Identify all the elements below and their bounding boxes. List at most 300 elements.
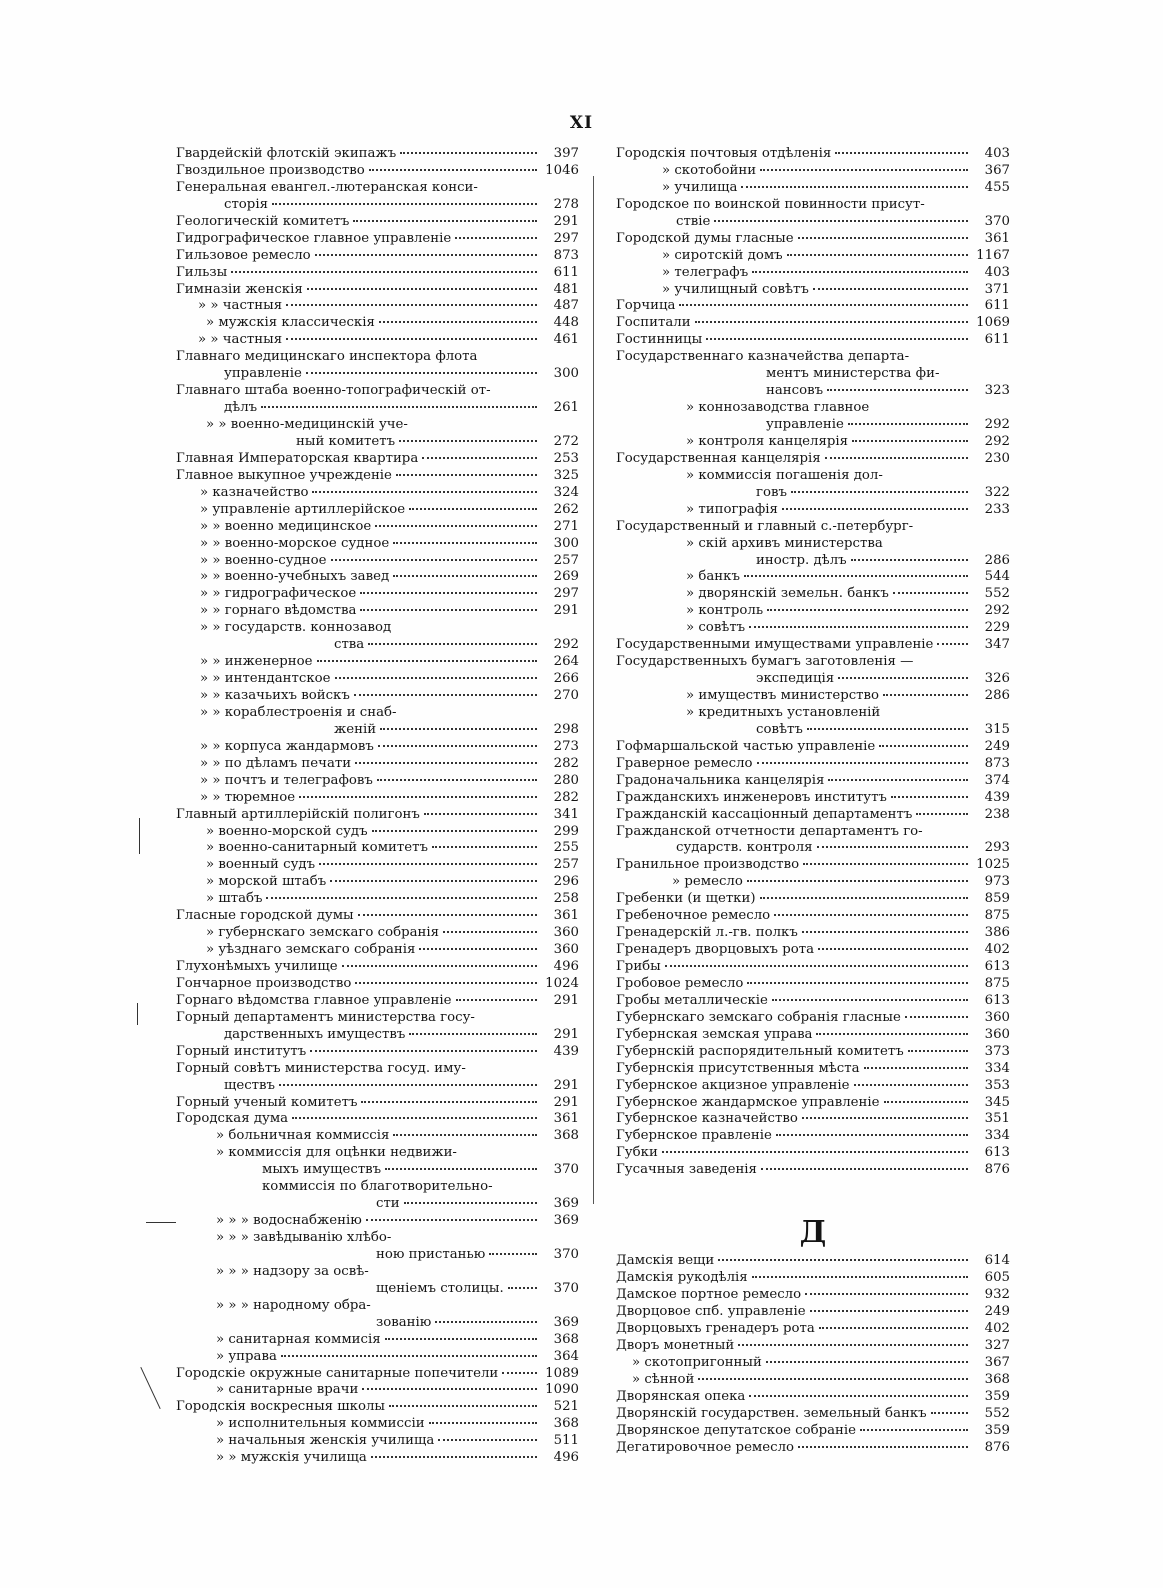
- index-entry: [176, 214, 579, 231]
- index-entry: [176, 434, 579, 451]
- index-entry: [616, 468, 1010, 485]
- page-ref: 876: [984, 1162, 1010, 1178]
- page-ref: 315: [984, 721, 1010, 737]
- page-ref: 402: [984, 1320, 1010, 1336]
- index-entry: [616, 1321, 1010, 1338]
- index-entry: [176, 553, 579, 570]
- index-entry: [176, 654, 579, 671]
- entry-text: Градоначальника канцелярія: [616, 772, 825, 788]
- entry-text: Государственный и главный с.-петербург-: [616, 518, 914, 534]
- index-entry: [176, 1433, 579, 1450]
- entry-text: Главная Императорская квартира: [176, 450, 419, 466]
- leader-dots: [281, 1355, 537, 1357]
- entry-text: Городскія почтовыя отдѣленія: [616, 146, 832, 161]
- entry-text: » коммиссія для оцѣнки недвижи-: [216, 1145, 457, 1161]
- index-entry: [176, 1416, 579, 1433]
- index-entry: [176, 620, 579, 637]
- leader-dots: [306, 372, 537, 374]
- index-entry: [616, 976, 1010, 993]
- entry-text: Городской думы гласные: [616, 230, 794, 246]
- entry-text: Гражданскихъ инженеровъ институтъ: [616, 789, 887, 805]
- index-entry: [616, 824, 1010, 841]
- leader-dots: [738, 1344, 968, 1346]
- index-entry: [616, 1270, 1010, 1287]
- entry-text: Гильзовое ремесло: [176, 247, 311, 263]
- index-entry: [616, 1355, 1010, 1372]
- leader-dots: [389, 1405, 537, 1407]
- entry-text: Гидрографическое главное управленіе: [176, 230, 452, 246]
- index-entry: [176, 891, 579, 908]
- page-ref: 364: [553, 1348, 579, 1364]
- leader-dots: [787, 254, 968, 256]
- entry-text: Глухонѣмыхъ училище: [176, 959, 338, 974]
- index-entry: [176, 1399, 579, 1416]
- index-entry: [616, 383, 1010, 400]
- page-ref: 238: [984, 806, 1010, 822]
- index-entry: [176, 603, 579, 620]
- entry-text: » управа: [216, 1348, 277, 1364]
- page-ref: 347: [984, 637, 1010, 653]
- page-ref: 249: [984, 738, 1010, 754]
- index-entry: [616, 959, 1010, 976]
- page-ref: 351: [984, 1111, 1010, 1127]
- page-ref: 496: [553, 959, 579, 974]
- margin-mark: [146, 1222, 176, 1223]
- page-ref: 292: [553, 637, 579, 653]
- entry-text: » » горнаго вѣдомства: [200, 603, 357, 619]
- entry-text: Гончарное производство: [176, 975, 352, 991]
- page-ref: 360: [984, 1026, 1010, 1042]
- entry-text: коммиссія по благотворительно-: [262, 1179, 493, 1195]
- index-entry: [616, 1304, 1010, 1321]
- entry-text: Госпитали: [616, 315, 691, 331]
- index-entry: [176, 840, 579, 857]
- page-ref: 360: [553, 942, 579, 958]
- entry-text: » начальныя женскія училища: [216, 1433, 435, 1449]
- index-entry: [176, 756, 579, 773]
- index-entry: [176, 315, 579, 332]
- leader-dots: [891, 796, 968, 798]
- page-ref: 448: [553, 315, 579, 331]
- entry-text: » училища: [662, 179, 738, 195]
- page-ref: 439: [984, 789, 1010, 805]
- page-number: XI: [569, 113, 594, 133]
- leader-dots: [312, 491, 537, 493]
- entry-text: нансовъ: [766, 383, 824, 399]
- index-entry: [176, 1128, 579, 1145]
- page-ref: 370: [553, 1162, 579, 1178]
- entry-text: » училищный совѣтъ: [662, 281, 809, 297]
- page-ref: 359: [984, 1422, 1010, 1438]
- leader-dots: [360, 609, 537, 611]
- entry-text: Городская дума: [176, 1111, 289, 1127]
- page-ref: 233: [984, 501, 1010, 517]
- entry-text: говъ: [756, 484, 787, 500]
- entry-text: » военно-морской судъ: [206, 823, 368, 839]
- index-entry: [616, 1287, 1010, 1304]
- leader-dots: [718, 1259, 968, 1261]
- leader-dots: [489, 1253, 537, 1255]
- page-ref: 262: [553, 501, 579, 517]
- index-entry: [176, 671, 579, 688]
- entry-text: Гребенки (и щетки): [616, 891, 756, 907]
- index-entry: [176, 1111, 579, 1128]
- index-entry: [616, 1010, 1010, 1027]
- leader-dots: [292, 1117, 537, 1119]
- entry-text: Губернскій распорядительный комитетъ: [616, 1043, 904, 1059]
- leader-dots: [835, 152, 968, 154]
- index-entry: [176, 1264, 579, 1281]
- index-entry: [176, 536, 579, 553]
- entry-text: » » мужскія училища: [216, 1450, 367, 1466]
- page-ref: 297: [553, 230, 579, 246]
- entry-text: » больничная коммиссія: [216, 1128, 390, 1144]
- page-ref: 611: [984, 298, 1010, 314]
- index-entry: [176, 1179, 579, 1196]
- leader-dots: [355, 762, 537, 764]
- leader-dots: [355, 982, 537, 984]
- leader-dots: [802, 931, 968, 933]
- entry-text: » » гидрографическое: [200, 586, 357, 602]
- leader-dots: [422, 457, 537, 459]
- page-ref: 367: [984, 162, 1010, 178]
- leader-dots: [819, 1327, 968, 1329]
- leader-dots: [379, 321, 537, 323]
- leader-dots: [310, 1050, 537, 1052]
- index-entry: [176, 739, 579, 756]
- page-ref: 293: [984, 840, 1010, 856]
- index-entry: [616, 925, 1010, 942]
- leader-dots: [752, 1276, 968, 1278]
- leader-dots: [695, 321, 968, 323]
- index-entry: [176, 1315, 579, 1332]
- index-entry: [616, 807, 1010, 824]
- leader-dots: [802, 1117, 968, 1119]
- index-entry: [176, 248, 579, 265]
- entry-text: » губернскаго земскаго собранія: [206, 925, 440, 941]
- page-ref: 264: [553, 654, 579, 670]
- leader-dots: [279, 1084, 537, 1086]
- leader-dots: [335, 677, 537, 679]
- page-ref: 266: [553, 671, 579, 687]
- entry-text: Горный ученый комитетъ: [176, 1094, 358, 1110]
- leader-dots: [937, 643, 968, 645]
- page-ref: 371: [984, 281, 1010, 297]
- leader-dots: [679, 304, 968, 306]
- entry-text: Дворянскій государствен. земельный банкъ: [616, 1405, 927, 1421]
- index-entry: [176, 180, 579, 197]
- page-ref: 367: [984, 1354, 1010, 1370]
- leader-dots: [810, 1310, 968, 1312]
- page-ref: 613: [984, 959, 1010, 974]
- entry-text: » скотопригонный: [632, 1354, 762, 1370]
- page-ref: 552: [984, 1405, 1010, 1421]
- leader-dots: [455, 237, 537, 239]
- entry-text: » имуществъ министерство: [686, 688, 880, 703]
- entry-text: Горный институтъ: [176, 1043, 307, 1059]
- entry-text: сти: [376, 1196, 400, 1212]
- index-entry: [176, 1044, 579, 1061]
- leader-dots: [393, 542, 537, 544]
- leader-dots: [828, 779, 968, 781]
- page-ref: 369: [553, 1196, 579, 1212]
- page-ref: 496: [553, 1450, 579, 1466]
- index-entry: [176, 332, 579, 349]
- index-entry: [176, 807, 579, 824]
- page-ref: 439: [553, 1043, 579, 1059]
- index-entry: [176, 569, 579, 586]
- leader-dots: [369, 169, 537, 171]
- leader-dots: [798, 1446, 968, 1448]
- leader-dots: [353, 220, 537, 222]
- leader-dots: [747, 982, 968, 984]
- page-ref: 403: [984, 146, 1010, 161]
- page-ref: 286: [984, 552, 1010, 568]
- entry-text: экспедиція: [756, 671, 835, 687]
- leader-dots: [817, 846, 968, 848]
- leader-dots: [317, 660, 537, 662]
- page-ref: 359: [984, 1388, 1010, 1404]
- index-entry: [176, 637, 579, 654]
- index-entry: [176, 1162, 579, 1179]
- entry-text: дѣлъ: [224, 400, 258, 416]
- leader-dots: [429, 1422, 537, 1424]
- page-ref: 481: [553, 281, 579, 297]
- page-ref: 270: [553, 688, 579, 703]
- index-entry: [616, 163, 1010, 180]
- leader-dots: [916, 813, 968, 815]
- leader-dots: [760, 169, 968, 171]
- entry-text: » санитарная коммисія: [216, 1331, 381, 1347]
- entry-text: Главный артиллерійскій полигонъ: [176, 806, 420, 822]
- index-entry: [176, 942, 579, 959]
- leader-dots: [385, 1338, 537, 1340]
- index-entry: [616, 840, 1010, 857]
- index-entry: [616, 451, 1010, 468]
- page-ref: 272: [553, 433, 579, 449]
- index-entry: [616, 1027, 1010, 1044]
- entry-text: » » почтъ и телеграфовъ: [200, 772, 373, 788]
- entry-text: Государственныхъ бумагъ заготовленія —: [616, 654, 914, 670]
- index-entry: [616, 1061, 1010, 1078]
- entry-text: » казначейство: [200, 484, 309, 500]
- page-ref: 229: [984, 620, 1010, 636]
- index-entry: [616, 1338, 1010, 1355]
- entry-text: Главное выкупное учрежденіе: [176, 467, 392, 483]
- leader-dots: [747, 880, 968, 882]
- page-ref: 455: [984, 179, 1010, 195]
- entry-text: Главнаго штаба военно-топографическій от-: [176, 383, 491, 399]
- leader-dots: [760, 897, 968, 899]
- page-ref: 1046: [545, 162, 579, 178]
- page-ref: 360: [553, 925, 579, 941]
- leader-dots: [330, 880, 537, 882]
- leader-dots: [864, 1067, 968, 1069]
- leader-dots: [813, 288, 968, 290]
- entry-text: Городское по воинской повинности присут-: [616, 196, 925, 212]
- index-entry: [176, 976, 579, 993]
- index-entry: [176, 1450, 579, 1467]
- entry-text: Гражданской отчетности департаментъ го-: [616, 823, 923, 839]
- entry-text: Горчица: [616, 298, 676, 314]
- entry-text: ществъ: [224, 1077, 275, 1093]
- index-entry: [176, 1078, 579, 1095]
- index-entry: [176, 400, 579, 417]
- leader-dots: [368, 643, 537, 645]
- leader-dots: [393, 1134, 537, 1136]
- leader-dots: [854, 1084, 968, 1086]
- leader-dots: [803, 863, 968, 865]
- index-entry: [176, 1196, 579, 1213]
- index-entry: [616, 502, 1010, 519]
- leader-dots: [378, 745, 537, 747]
- entry-text: » » корпуса жандармовъ: [200, 738, 374, 754]
- index-entry: [176, 298, 579, 315]
- index-entry: [176, 1230, 579, 1247]
- page-ref: 370: [553, 1246, 579, 1262]
- leader-dots: [396, 474, 537, 476]
- page-ref: 286: [984, 688, 1010, 703]
- leader-dots: [665, 965, 968, 967]
- page-ref: 614: [984, 1253, 1010, 1269]
- index-entry: [616, 298, 1010, 315]
- index-entry: [616, 366, 1010, 383]
- entry-text: ный комитетъ: [296, 433, 396, 449]
- index-entry: [616, 1440, 1010, 1457]
- entry-text: совѣтъ: [756, 721, 803, 737]
- leader-dots: [307, 288, 537, 290]
- entry-text: » » » завѣдыванію хлѣбо-: [216, 1230, 392, 1245]
- entry-text: Городскія воскресныя школы: [176, 1399, 385, 1415]
- leader-dots: [818, 948, 968, 950]
- page-ref: 291: [553, 213, 579, 229]
- entry-text: Гренадеръ дворцовыхъ рота: [616, 942, 815, 958]
- page-ref: 875: [984, 908, 1010, 924]
- index-entry: [176, 688, 579, 705]
- leader-dots: [884, 1101, 969, 1103]
- index-entry: [616, 519, 1010, 536]
- page-ref: 334: [984, 1060, 1010, 1076]
- leader-dots: [825, 457, 968, 459]
- entry-text: Дворянское депутатское собраніе: [616, 1422, 857, 1438]
- page-ref: 300: [553, 535, 579, 551]
- entry-text: Дамскія рукодѣлія: [616, 1270, 748, 1286]
- entry-text: » дворянскій земельн. банкъ: [686, 586, 889, 602]
- index-column-left: [176, 146, 579, 1467]
- page-ref: 258: [553, 891, 579, 907]
- entry-text: » исполнительныя коммиссіи: [216, 1416, 425, 1432]
- leader-dots: [816, 1033, 968, 1035]
- page-ref: 360: [984, 1009, 1010, 1025]
- page-ref: 1167: [976, 247, 1010, 263]
- entry-text: » » кораблестроенія и снаб-: [200, 704, 397, 720]
- page-ref: 297: [553, 586, 579, 602]
- entry-text: Дегатировочное ремесло: [616, 1439, 795, 1455]
- page-ref: 271: [553, 518, 579, 534]
- entry-text: » » военно-морское судное: [200, 535, 390, 551]
- index-entry: [176, 773, 579, 790]
- page-ref: 292: [984, 433, 1010, 449]
- leader-dots: [361, 1101, 537, 1103]
- leader-dots: [749, 1395, 968, 1397]
- entry-text: ства: [334, 637, 365, 653]
- index-entry: [176, 468, 579, 485]
- page-ref: 873: [984, 755, 1010, 771]
- entry-text: » совѣтъ: [686, 620, 746, 636]
- entry-text: » » военно-медицинскій уче-: [206, 417, 408, 432]
- leader-dots: [508, 1287, 537, 1289]
- leader-dots: [424, 813, 537, 815]
- entry-text: щеніемъ столицы.: [376, 1280, 504, 1296]
- page-ref: 230: [984, 450, 1010, 466]
- entry-text: » коммиссія погашенія дол-: [686, 467, 883, 483]
- page-ref: 322: [984, 484, 1010, 500]
- entry-text: Губернскаго земскаго собранія гласные: [616, 1009, 901, 1025]
- page-ref: 292: [984, 417, 1010, 432]
- leader-dots: [266, 897, 537, 899]
- section-letter: Д: [799, 1215, 827, 1251]
- index-entry: [176, 1061, 579, 1078]
- index-entry: [616, 231, 1010, 248]
- index-entry: [176, 925, 579, 942]
- entry-text: Главнаго медицинскаго инспектора флота: [176, 349, 478, 365]
- leader-dots: [366, 1219, 537, 1221]
- page-ref: 324: [553, 484, 579, 500]
- leader-dots: [848, 423, 968, 425]
- leader-dots: [231, 271, 537, 273]
- leader-dots: [502, 1372, 537, 1374]
- leader-dots: [432, 846, 537, 848]
- index-entry: [616, 790, 1010, 807]
- leader-dots: [435, 1321, 537, 1323]
- leader-dots: [851, 559, 968, 561]
- entry-text: » санитарные врачи: [216, 1382, 359, 1398]
- index-entry: [616, 1145, 1010, 1162]
- page-ref: 282: [553, 789, 579, 805]
- index-entry: [616, 603, 1010, 620]
- column-divider: [593, 176, 594, 1204]
- entry-text: Губки: [616, 1145, 658, 1161]
- entry-text: » » частныя: [198, 298, 283, 314]
- entry-text: » телеграфъ: [662, 264, 749, 280]
- leader-dots: [893, 592, 968, 594]
- entry-text: Граверное ремесло: [616, 755, 753, 771]
- leader-dots: [409, 508, 537, 510]
- leader-dots: [791, 491, 968, 493]
- leader-dots: [272, 203, 537, 205]
- entry-text: женій: [334, 721, 377, 737]
- leader-dots: [315, 254, 537, 256]
- entry-text: иностр. дѣлъ: [756, 552, 847, 568]
- leader-dots: [362, 1388, 537, 1390]
- entry-text: » » тюремное: [200, 789, 296, 805]
- index-entry: [176, 1145, 579, 1162]
- leader-dots: [385, 1168, 537, 1170]
- leader-dots: [400, 152, 537, 154]
- entry-text: » контроля канцелярія: [686, 433, 848, 449]
- leader-dots: [662, 1151, 968, 1153]
- leader-dots: [761, 1168, 968, 1170]
- page-ref: 1089: [545, 1365, 579, 1381]
- leader-dots: [360, 592, 537, 594]
- leader-dots: [377, 779, 537, 781]
- page-ref: 361: [553, 1111, 579, 1127]
- index-entry: [616, 1389, 1010, 1406]
- index-entry: [616, 1078, 1010, 1095]
- entry-text: Городскіе окружные санитарные попечители: [176, 1365, 499, 1381]
- index-entry: [176, 383, 579, 400]
- index-entry: [616, 248, 1010, 265]
